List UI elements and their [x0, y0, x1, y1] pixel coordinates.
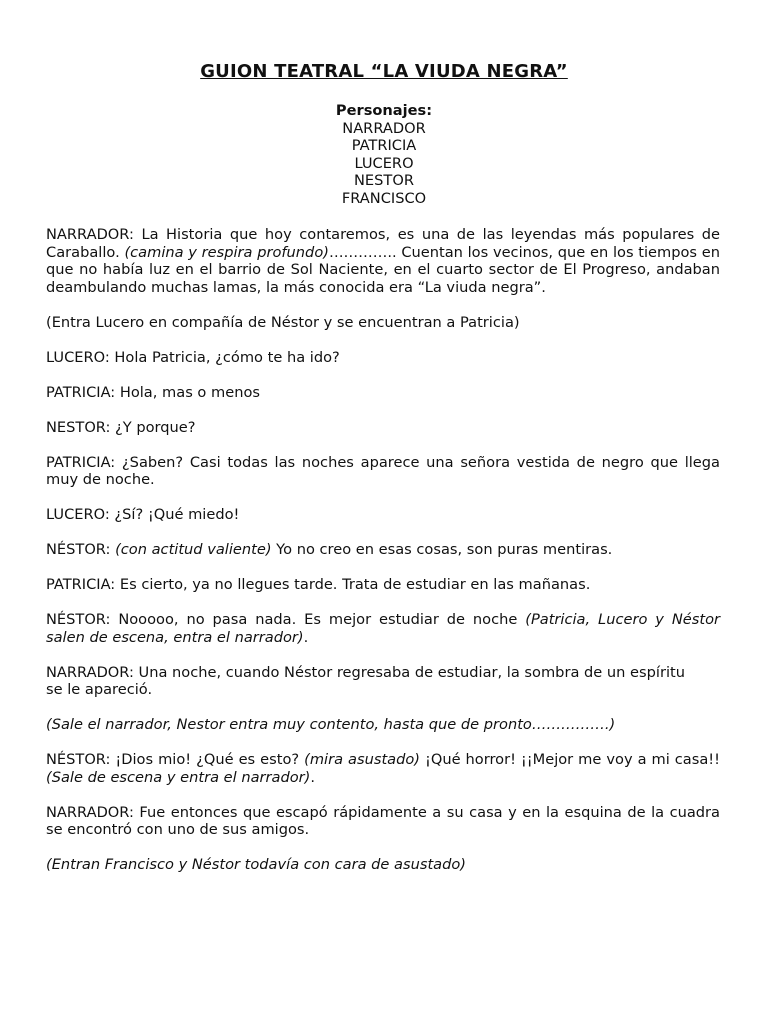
dialogue-text: NÉSTOR: Nooooo, no pasa nada. Es mejor estudiar de noche [46, 611, 526, 628]
dialogue-text: NÉSTOR: [46, 541, 116, 558]
stage-direction: (Patricia, Lucero y Néstor salen de escena, entra el narrador) [46, 611, 720, 646]
stage-direction: (mira asustado) [304, 751, 420, 768]
dialogue-line [46, 751, 720, 786]
cast-list [0, 102, 768, 207]
cast-member: FRANCISCO [341, 189, 427, 207]
dialogue-text: . [303, 628, 309, 646]
narrator-intro-paragraph [46, 226, 720, 296]
dialogue-line: PATRICIA: Es cierto, ya no llegues tarde. Trata de estudiar en las mañanas. [46, 576, 591, 593]
stage-direction: (Sale el narrador, Nestor entra muy contento, hasta que de pronto…………….) [46, 716, 616, 733]
dialogue-text: ¡Qué horror! ¡¡Mejor me voy a mi casa!! [420, 751, 720, 768]
dialogue-line: NESTOR: ¿Y porque? [46, 418, 196, 436]
dialogue-text: ………….. Cuentan los vecinos, que en los tiempos en que no había luz en el barrio de Sol Naciente, en el cuarto sector de El Progreso, andaban deambulando muchas lamas, la más conocida era “La viuda negra”. [46, 243, 720, 296]
narrator-paragraph [46, 664, 720, 699]
dialogue-text: NARRADOR: La Historia que hoy contaremos, es una de las leyendas más populares de Caraballo. [46, 226, 720, 261]
cast-member: NESTOR [354, 172, 414, 189]
cast-heading: Personajes: [335, 102, 433, 119]
dialogue-line: PATRICIA: ¿Saben? Casi todas las noches aparece una señora vestida de negro que llega muy de noche. [46, 453, 720, 488]
dialogue-line: LUCERO: Hola Patricia, ¿cómo te ha ido? [46, 348, 340, 366]
stage-direction: (Sale de escena y entra el narrador) [46, 768, 311, 786]
stage-direction: (camina y respira profundo) [124, 243, 329, 261]
script-body [46, 226, 720, 891]
cast-member: NARRADOR [342, 119, 426, 137]
dialogue-line: PATRICIA: Hola, mas o menos [46, 383, 260, 401]
stage-direction-paragraph [46, 856, 720, 874]
document-title: GUION TEATRAL “LA VIUDA NEGRA” [200, 61, 568, 82]
cast-member: LUCERO [354, 154, 414, 172]
stage-direction-paragraph [46, 716, 720, 734]
dialogue-line [46, 541, 720, 559]
cast-member: PATRICIA [351, 137, 417, 154]
narrator-paragraph: NARRADOR: Fue entonces que escapó rápidamente a su casa y en la esquina de la cuadra se encontró con uno de sus amigos. [46, 803, 720, 838]
dialogue-text: se le apareció. [46, 681, 153, 698]
stage-direction-paragraph: (Entra Lucero en compañía de Néstor y se encuentran a Patricia) [46, 313, 520, 331]
dialogue-line: LUCERO: ¿Sí? ¡Qué miedo! [46, 506, 240, 523]
dialogue-text: NÉSTOR: ¡Dios mio! ¿Qué es esto? [46, 751, 305, 768]
dialogue-text: Yo no creo en esas cosas, son puras mentiras. [271, 541, 613, 558]
stage-direction: (Entran Francisco y Néstor todavía con cara de asustado) [46, 856, 466, 873]
stage-direction: (con actitud valiente) [115, 541, 272, 558]
dialogue-text: . [310, 768, 316, 786]
dialogue-text: NARRADOR: Una noche, cuando Néstor regresaba de estudiar, la sombra de un espíritu [46, 663, 685, 681]
dialogue-line [46, 611, 720, 646]
